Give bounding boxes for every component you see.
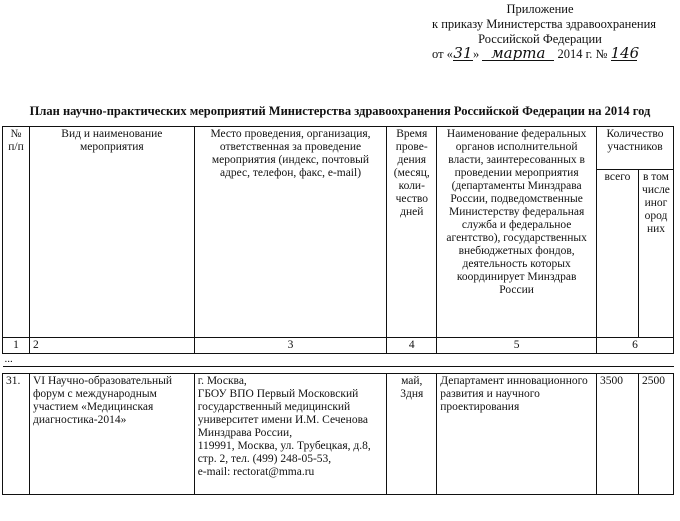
date-quote: » xyxy=(472,47,480,61)
row-type: VI Научно-образовательный форум с международным участием «Медицинская диагностика-2014» xyxy=(29,374,194,495)
place-line: стр. 2, тел. (499) 248-05-53, xyxy=(197,453,332,465)
place-line: государственный медицинский xyxy=(197,401,351,413)
date-year: 2014 г. № xyxy=(557,47,608,61)
gap xyxy=(3,367,674,374)
place-line: Минздрава России, xyxy=(197,427,293,439)
plan-title: План научно-практических мероприятий Министерства здравоохранения Российской Федерации на 2014 год xyxy=(29,104,651,118)
header-type: Вид и наименование мероприятия xyxy=(29,127,194,338)
ellipsis-row xyxy=(3,354,674,367)
appendix-block xyxy=(420,2,660,62)
header-row xyxy=(3,127,674,170)
row-org: Департамент инновационного развития и научного проектирования xyxy=(437,374,597,495)
col-number: 6 xyxy=(597,338,674,354)
date-day: 31 xyxy=(453,44,473,62)
col-number: 4 xyxy=(387,338,437,354)
date-month: марта xyxy=(482,47,554,61)
appendix-title: Приложение xyxy=(506,2,574,16)
col-number: 3 xyxy=(194,338,387,354)
date-prefix: от « xyxy=(432,47,453,61)
col-number: 1 xyxy=(3,338,30,354)
order-number: 146 xyxy=(610,44,640,62)
header-place: Место проведения, организация, ответственная за проведение мероприятия (индекс, почтовый адрес, телефон, факс, e-mail) xyxy=(194,127,387,338)
ellipsis: ... xyxy=(3,354,674,367)
row-foreign: 2500 xyxy=(638,374,673,495)
col-number: 2 xyxy=(29,338,194,354)
header-count: Количество участников xyxy=(597,127,674,170)
row-num: 31. xyxy=(3,374,30,495)
row-total: 3500 xyxy=(597,374,639,495)
plan-table xyxy=(2,126,674,495)
place-line: университет имени И.М. Сеченова xyxy=(197,414,368,426)
row-place xyxy=(194,374,387,495)
col-number: 5 xyxy=(437,338,597,354)
place-line: г. Москва, xyxy=(197,375,247,387)
appendix-federation-line: Российской Федерации xyxy=(478,32,602,46)
table-row xyxy=(3,374,674,495)
row-time: май, 3дня xyxy=(387,374,437,495)
place-line: ГБОУ ВПО Первый Московский xyxy=(197,388,359,400)
header-total: всего xyxy=(597,170,639,338)
header-org: Наименование федеральных органов исполнительной власти, заинтересованных в проведении мероприятия (департаменты Минздрава России, подведомственные Министерству федеральная служба и федеральное агентство), государственных внебюджетных фондов, деятельность которых координирует Минздрав России xyxy=(437,127,597,338)
appendix-date-line xyxy=(420,44,660,62)
place-line: 119991, Москва, ул. Трубецкая, д.8, xyxy=(197,440,371,452)
gap-row xyxy=(3,367,674,374)
place-line: e-mail: rectorat@mma.ru xyxy=(197,466,315,478)
header-time: Время прове-дения (месяц, коли-чество дней xyxy=(387,127,437,338)
header-foreign: в том числе иног ород них xyxy=(638,170,673,338)
column-number-row xyxy=(3,338,674,354)
header-num: № п/п xyxy=(3,127,30,338)
appendix-order-line: к приказу Министерства здравоохранения xyxy=(432,17,657,31)
